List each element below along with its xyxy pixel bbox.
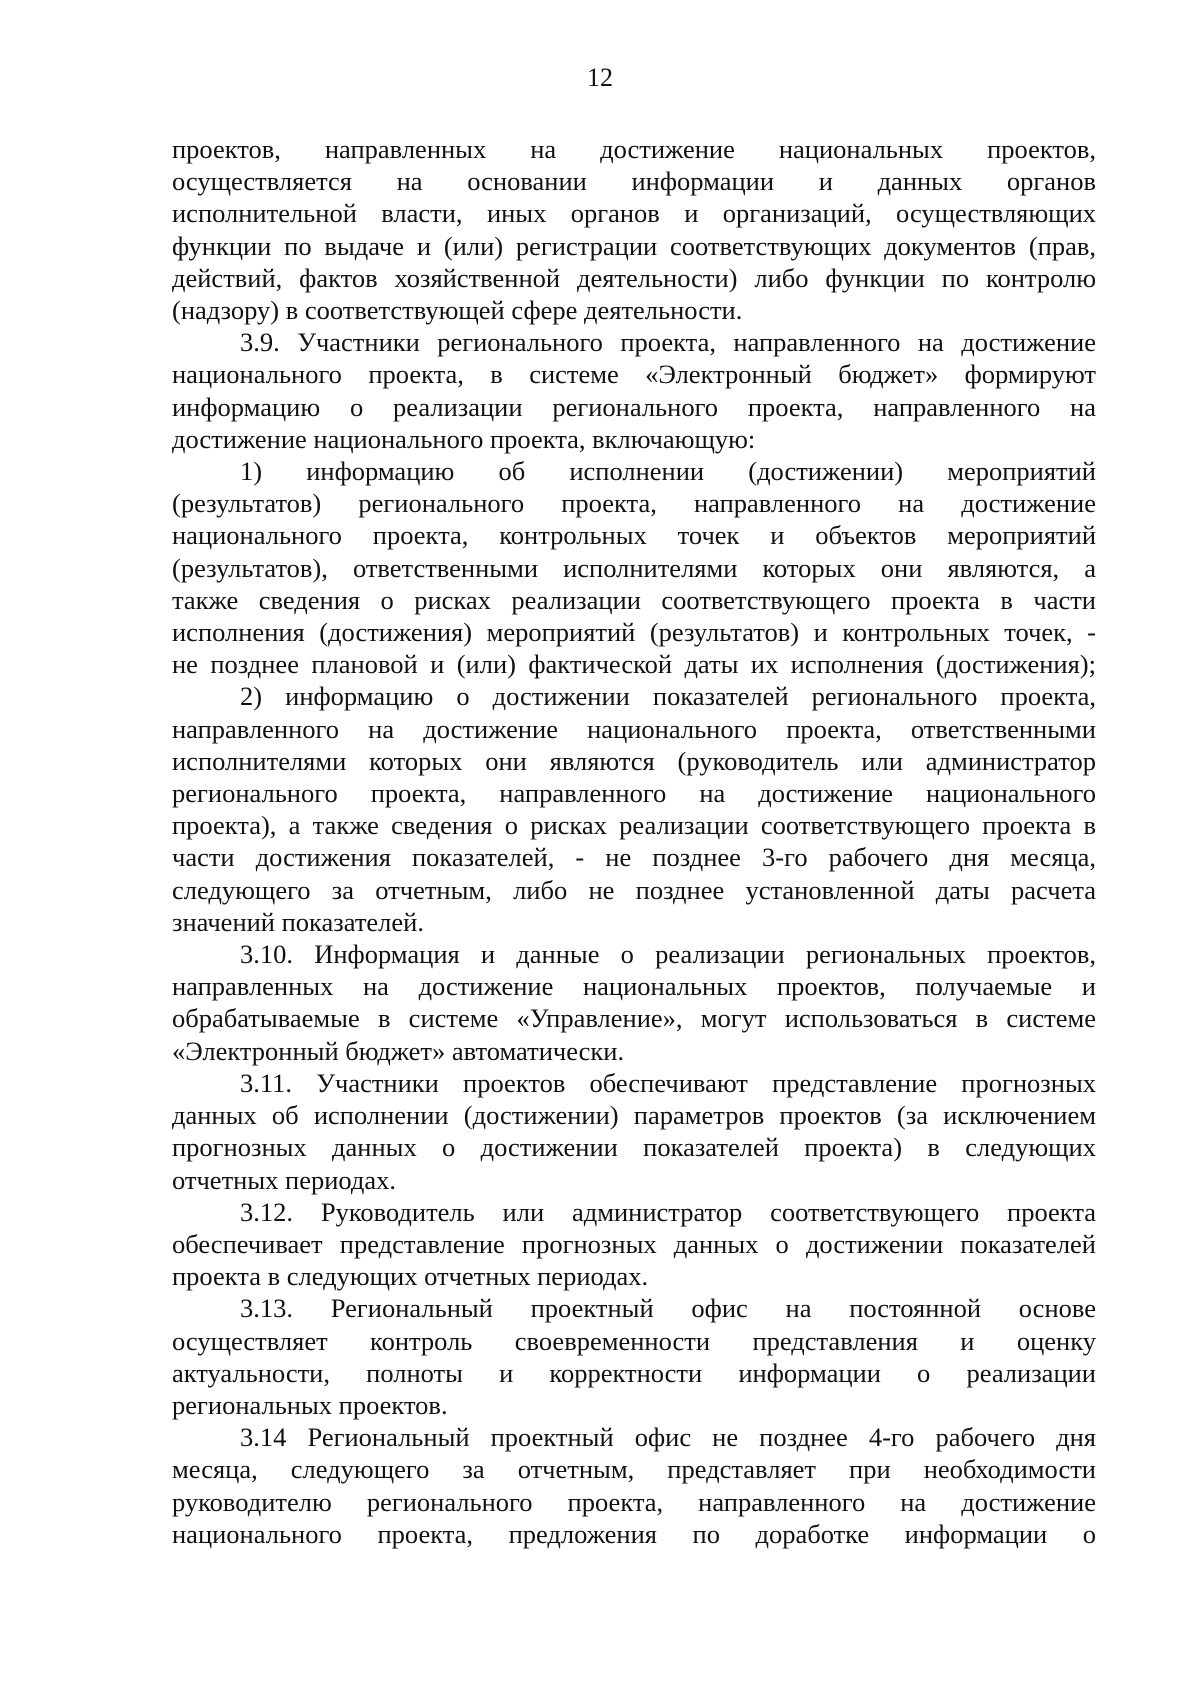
text-line: информацию о реализации регионального проекта, направленного на	[172, 391, 1096, 422]
text-line: проектов, направленных на достижение национальных проектов,	[172, 134, 1096, 164]
paragraph	[172, 1067, 1096, 1196]
text-line: 3.13. Региональный проектный офис на постоянной основе	[240, 1293, 1096, 1324]
text-line: направленных на достижение национальных проектов, получаемые и	[172, 971, 1096, 1002]
paragraph	[172, 680, 1096, 938]
text-line: 3.9. Участники регионального проекта, направленного на достижение	[240, 327, 1096, 358]
page-number: 12	[587, 63, 613, 92]
text-line: (результатов) регионального проекта, направленного на достижение	[172, 488, 1096, 519]
text-line: актуальности, полноты и корректности информации о реализации	[172, 1357, 1096, 1388]
text-line: не позднее плановой и (или) фактической даты их исполнения (достижения);	[172, 649, 1096, 680]
text-line: обеспечивает представление прогнозных данных о достижении показателей	[172, 1228, 1096, 1259]
text-line: 1) информацию об исполнении (достижении) мероприятий	[240, 456, 1096, 487]
text-line: отчетных периодах.	[172, 1164, 396, 1195]
paragraph	[172, 1196, 1096, 1293]
text-line: функции по выдаче и (или) регистрации соответствующих документов (прав,	[172, 230, 1096, 261]
text-line: месяца, следующего за отчетным, представляет при необходимости	[172, 1454, 1096, 1485]
text-line: следующего за отчетным, либо не позднее установленной даты расчета	[172, 874, 1096, 905]
paragraph	[172, 326, 1096, 455]
text-line: обрабатываемые в системе «Управление», могут использоваться в системе	[172, 1003, 1096, 1034]
text-line: значений показателей.	[172, 906, 424, 937]
text-line: национального проекта, контрольных точек и объектов мероприятий	[172, 520, 1096, 551]
text-line: 3.11. Участники проектов обеспечивают представление прогнозных	[240, 1067, 1096, 1098]
text-line: части достижения показателей, - не позднее 3-го рабочего дня месяца,	[172, 842, 1096, 873]
text-line: руководителю регионального проекта, направленного на достижение	[172, 1486, 1096, 1517]
text-line: национального проекта, предложения по доработке информации о	[172, 1518, 1096, 1549]
paragraph	[172, 455, 1096, 680]
text-line: регионального проекта, направленного на достижение национального	[172, 778, 1096, 809]
text-line: данных об исполнении (достижении) параметров проектов (за исключением	[172, 1100, 1096, 1131]
text-line: национального проекта, в системе «Электронный бюджет» формируют	[172, 359, 1096, 390]
text-line: направленного на достижение национального проекта, ответственными	[172, 713, 1096, 744]
text-line: действий, фактов хозяйственной деятельности) либо функции по контролю	[172, 262, 1096, 293]
text-line: 3.14 Региональный проектный офис не позднее 4-го рабочего дня	[240, 1422, 1096, 1453]
paragraph	[172, 1421, 1096, 1550]
text-line: исполнительной власти, иных органов и организаций, осуществляющих	[172, 198, 1096, 229]
text-line: осуществляет контроль своевременности представления и оценку	[172, 1325, 1096, 1356]
text-line: (надзору) в соответствующей сфере деятельности.	[172, 295, 743, 326]
text-line: достижение национального проекта, включающую:	[172, 423, 756, 454]
text-line: (результатов), ответственными исполнителями которых они являются, а	[172, 552, 1096, 583]
paragraph	[172, 938, 1096, 1067]
text-line: исполнителями которых они являются (руководитель или администратор	[172, 745, 1096, 776]
text-line: осуществляется на основании информации и данных органов	[172, 166, 1096, 197]
text-line: «Электронный бюджет» автоматически.	[172, 1035, 625, 1066]
text-line: 3.12. Руководитель или администратор соответствующего проекта	[240, 1196, 1096, 1227]
text-line: 2) информацию о достижении показателей регионального проекта,	[240, 681, 1096, 712]
text-line: региональных проектов.	[172, 1389, 448, 1420]
text-line: также сведения о рисках реализации соответствующего проекта в части	[172, 584, 1096, 615]
text-line: прогнозных данных о достижении показателей проекта) в следующих	[172, 1132, 1096, 1163]
text-line: проекта в следующих отчетных периодах.	[172, 1261, 649, 1292]
paragraph	[172, 133, 1096, 326]
document-body	[172, 133, 1096, 1550]
text-line: проекта), а также сведения о рисках реализации соответствующего проекта в	[172, 810, 1096, 841]
text-line: 3.10. Информация и данные о реализации региональных проектов,	[240, 939, 1096, 970]
paragraph	[172, 1292, 1096, 1421]
text-line: исполнения (достижения) мероприятий (результатов) и контрольных точек, -	[172, 617, 1096, 648]
